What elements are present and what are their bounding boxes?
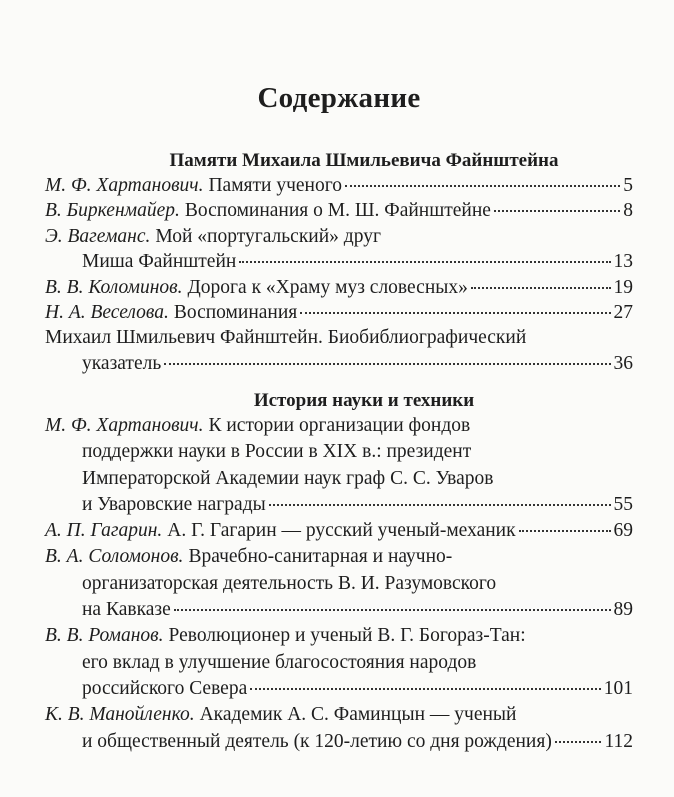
toc-line	[45, 249, 633, 274]
dot-leader	[555, 741, 602, 743]
page-number: 101	[603, 677, 633, 699]
toc-line	[45, 466, 633, 492]
toc-entry	[45, 623, 633, 702]
toc-line	[45, 518, 633, 544]
toc-entry	[45, 275, 633, 300]
toc-entry	[45, 518, 633, 544]
toc-line	[45, 571, 633, 597]
entry-title-text: Врачебно-санитарная и научно-	[188, 546, 453, 568]
toc-entry	[45, 224, 633, 275]
page-number: 89	[613, 599, 633, 621]
dot-leader	[250, 688, 601, 690]
toc-entry	[45, 173, 633, 198]
dot-leader	[345, 185, 620, 187]
dot-leader	[300, 312, 610, 314]
toc-line	[45, 351, 633, 376]
toc-entry	[45, 544, 633, 623]
toc-line	[45, 492, 633, 518]
dot-leader	[519, 530, 611, 532]
page-number: 5	[623, 175, 633, 196]
entry-title-text: на Кавказе	[82, 599, 171, 621]
dot-leader	[174, 609, 611, 611]
section-heading: История науки и техники	[253, 390, 475, 411]
entry-title-text: Революционер и ученый В. Г. Богораз-Тан:	[168, 625, 526, 647]
entry-title-text: Воспоминания о М. Ш. Файнштейне	[184, 200, 491, 222]
entry-author: В. В. Коломинов.	[45, 276, 183, 298]
toc-line	[45, 300, 633, 325]
entry-author: К. В. Манойленко.	[45, 704, 195, 726]
toc-entry	[45, 300, 633, 325]
page-number: 8	[623, 200, 633, 222]
dot-leader	[164, 363, 610, 365]
toc-line	[45, 623, 633, 649]
entry-author: Н. А. Веселова.	[45, 301, 169, 323]
entry-title-text: Миша Файнштейн	[82, 251, 237, 273]
toc-entry	[45, 413, 633, 518]
entry-title-text: Академик А. С. Фаминцын — ученый	[199, 704, 517, 726]
entry-title-text: и Уваровские награды	[82, 493, 266, 515]
section-heading: Памяти Михаила Шмильевича Файнштейна	[169, 150, 559, 171]
section-memorial	[45, 148, 633, 376]
page-number: 27	[613, 301, 633, 323]
entry-title-text: А. Г. Гагарин — русский ученый-механик	[167, 520, 516, 542]
entry-title-text: Дорога к «Храму муз словесных»	[187, 276, 468, 298]
toc-line	[45, 702, 633, 728]
toc-line	[45, 224, 633, 249]
toc-line	[45, 729, 633, 755]
toc-line	[45, 325, 633, 350]
toc-line	[45, 650, 633, 676]
entry-title-text: Воспоминания	[173, 301, 298, 323]
entry-author: М. Ф. Хартанович.	[45, 415, 204, 436]
entry-author: А. П. Гагарин.	[45, 520, 163, 542]
entry-title-text: поддержки науки в России в XIX в.: президент	[82, 441, 472, 463]
page-number: 55	[613, 493, 633, 515]
entry-title-text: организаторская деятельность В. И. Разумовского	[82, 572, 497, 594]
entry-author: В. А. Соломонов.	[45, 546, 184, 568]
toc-line	[45, 544, 633, 570]
toc-line	[45, 275, 633, 300]
entry-author: В. В. Романов.	[45, 625, 164, 647]
page-title: Содержание	[257, 82, 421, 114]
entry-title-text: и общественный деятель (к 120-летию со дня рождения)	[82, 730, 552, 752]
page-number: 69	[613, 520, 633, 542]
page-number: 13	[613, 251, 633, 273]
toc-line	[45, 676, 633, 702]
entry-title-text: Мой «португальский» друг	[155, 225, 381, 247]
dot-leader	[494, 210, 620, 212]
toc-entry	[45, 702, 633, 755]
page-number: 112	[604, 730, 633, 752]
entry-author: М. Ф. Хартанович.	[45, 175, 204, 196]
entry-title-text: его вклад в улучшение благосостояния народов	[82, 651, 477, 673]
entry-title-text: указатель	[82, 352, 162, 374]
toc-line	[45, 173, 633, 198]
toc-line	[45, 597, 633, 623]
page-number: 19	[613, 276, 633, 298]
toc-entry	[45, 325, 633, 376]
entry-title-text: Михаил Шмильевич Файнштейн. Биобиблиографический	[45, 327, 527, 349]
dot-leader	[471, 287, 611, 289]
entry-author: Э. Вагеманс.	[45, 225, 151, 247]
page-number: 36	[613, 352, 633, 374]
entry-title-text: К истории организации фондов	[208, 415, 471, 436]
dot-leader	[239, 261, 610, 263]
toc-line	[45, 439, 633, 465]
entry-title-text: Памяти ученого	[208, 175, 343, 196]
dot-leader	[269, 504, 611, 506]
toc-line	[45, 413, 633, 439]
toc-line	[45, 198, 633, 223]
entry-title-text: российского Севера	[82, 677, 248, 699]
entry-title-text: Императорской Академии наук граф С. С. Уваров	[82, 467, 494, 489]
entry-author: В. Биркенмайер.	[45, 200, 180, 222]
toc-entry	[45, 198, 633, 223]
section-history-of-science	[45, 388, 633, 755]
